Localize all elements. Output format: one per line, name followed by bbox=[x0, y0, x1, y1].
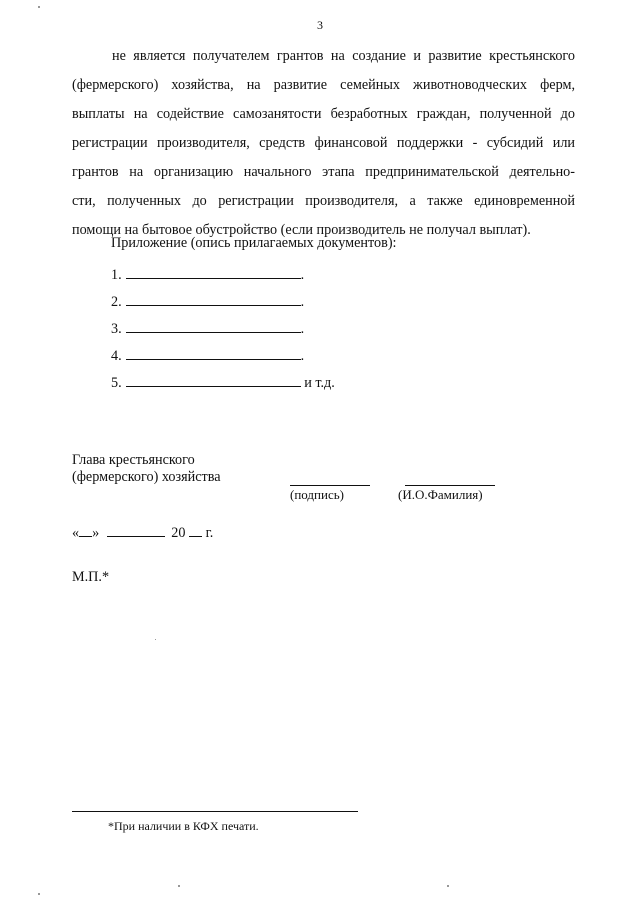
month-blank[interactable] bbox=[107, 523, 165, 537]
appendix-item-suffix: . bbox=[300, 294, 305, 310]
appendix-item bbox=[111, 291, 304, 311]
appendix-item-blank[interactable] bbox=[126, 318, 301, 333]
appendix-item-blank[interactable] bbox=[126, 291, 301, 306]
appendix-item-blank[interactable] bbox=[126, 345, 301, 360]
date-line bbox=[72, 523, 213, 542]
paragraph-line: выплаты на содействие самозанятости безработных граждан, полученной до bbox=[72, 106, 575, 122]
date-open-quote: « bbox=[72, 525, 80, 541]
paragraph-line: не является получателем грантов на создание и развитие крестьянского bbox=[112, 48, 575, 64]
paragraph-line: сти, полученных до регистрации производителя, а также единовременной bbox=[72, 193, 575, 209]
appendix-item-number: 3. bbox=[111, 321, 122, 337]
signature-caption: (подпись) bbox=[290, 487, 344, 502]
day-blank[interactable] bbox=[79, 523, 92, 537]
scan-speck bbox=[447, 885, 449, 887]
appendix-item-blank[interactable] bbox=[126, 372, 301, 387]
signatory-title-line: (фермерского) хозяйства bbox=[72, 469, 221, 485]
scan-speck bbox=[38, 893, 40, 895]
stamp-mark: М.П.* bbox=[72, 569, 110, 585]
scan-speck bbox=[38, 6, 40, 8]
scan-speck bbox=[178, 885, 180, 887]
name-caption: (И.О.Фамилия) bbox=[398, 487, 483, 502]
scan-speck bbox=[155, 639, 156, 640]
appendix-item-suffix: . bbox=[300, 348, 305, 364]
signatory-title bbox=[72, 452, 221, 486]
year-prefix: 20 bbox=[171, 525, 186, 541]
paragraph-line: регистрации производителя, средств финансовой поддержки - субсидий или bbox=[72, 135, 575, 151]
footnote: *При наличии в КФХ печати. bbox=[108, 819, 259, 833]
appendix-item-number: 4. bbox=[111, 348, 122, 364]
paragraph-line: помощи на бытовое обустройство (если производитель не получал выплат). bbox=[72, 222, 531, 238]
paragraph-line: грантов на организацию начального этапа предпринимательской деятельно- bbox=[72, 164, 575, 180]
appendix-item-number: 1. bbox=[111, 267, 122, 283]
body-paragraph bbox=[72, 42, 575, 245]
footnote-divider bbox=[72, 811, 358, 812]
name-line[interactable] bbox=[405, 485, 495, 486]
date-close-quote: » bbox=[92, 525, 100, 541]
year-suffix: г. bbox=[205, 525, 214, 541]
appendix-item-suffix: . bbox=[300, 267, 305, 283]
appendix-item bbox=[111, 345, 304, 365]
appendix-item-number: 5. bbox=[111, 375, 122, 391]
appendix-item-number: 2. bbox=[111, 294, 122, 310]
appendix-item bbox=[111, 318, 304, 338]
signatory-title-line: Глава крестьянского bbox=[72, 452, 195, 468]
appendix-item-suffix: . bbox=[300, 321, 305, 337]
signature-line[interactable] bbox=[290, 485, 370, 486]
paragraph-line: (фермерского) хозяйства, на развитие семейных животноводческих ферм, bbox=[72, 77, 575, 93]
appendix-item bbox=[111, 264, 304, 284]
appendix-item bbox=[111, 372, 335, 392]
page-number: 3 bbox=[317, 18, 323, 32]
year-blank[interactable] bbox=[189, 523, 202, 537]
appendix-heading: Приложение (опись прилагаемых документов): bbox=[111, 235, 397, 251]
appendix-item-suffix: и т.д. bbox=[300, 375, 335, 391]
appendix-item-blank[interactable] bbox=[126, 264, 301, 279]
